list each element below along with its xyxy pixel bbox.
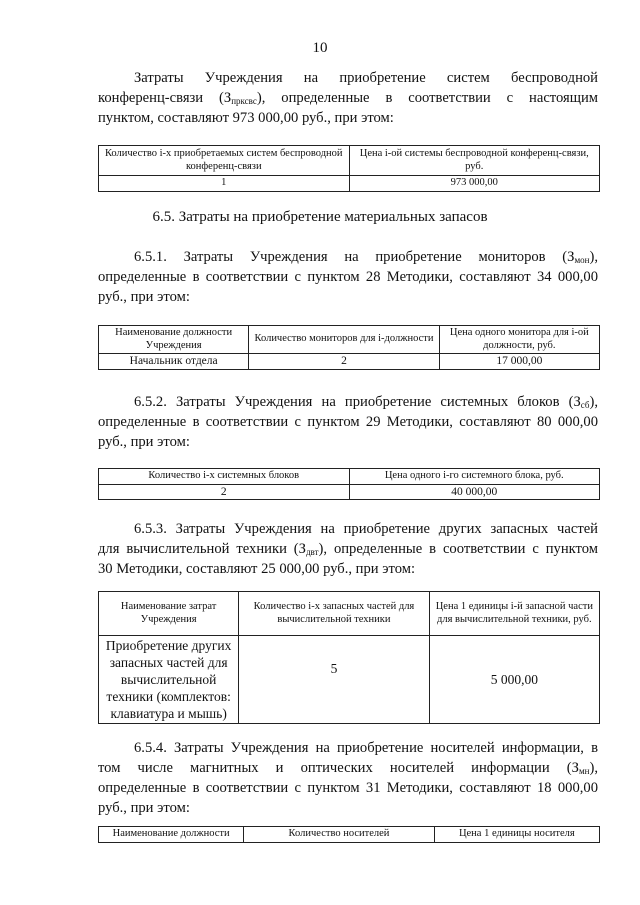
p653-line-2: для вычислительной техники $(З_{двт})$, определенные в соответствии с пунктом — [98, 541, 598, 557]
table5-header-count: Количество носителей — [244, 827, 434, 843]
table-media — [98, 826, 600, 843]
table4-cell-count: 5 — [239, 636, 429, 724]
paragraph-6-5-4 — [98, 738, 598, 818]
table1-cell-count: 1 — [99, 176, 350, 192]
table-monitors — [98, 325, 600, 370]
table2-cell-position: Начальник отдела — [99, 354, 249, 370]
intro-line-1: Затраты Учреждения на приобретение систем беспроводной — [134, 70, 598, 86]
p654-line-2: том числе магнитных и оптических носителей информации $(З_{мн})$, — [98, 760, 598, 776]
p652-line-2: определенные в соответствии с пунктом 29 Методики, составляют 80 000,00 — [98, 414, 598, 430]
table-spare-parts — [98, 591, 600, 724]
intro-paragraph — [98, 68, 598, 128]
p654-line-3: определенные в соответствии с пунктом 31 Методики, составляют 18 000,00 — [98, 780, 598, 796]
intro-line-2: конференц-связи $(З_{прксвс})$, определенные в соответствии с настоящим — [98, 90, 598, 106]
table5-header-price: Цена 1 единицы носителя — [434, 827, 599, 843]
table1-cell-price: 973 000,00 — [349, 176, 600, 192]
table5-header-position: Наименование должности — [99, 827, 244, 843]
table4-header-price: Цена 1 единицы i-й запасной части для вычислительной техники, руб. — [429, 592, 599, 636]
table4-header-count: Количество i-х запасных частей для вычислительной техники — [239, 592, 429, 636]
paragraph-6-5-3 — [98, 519, 598, 579]
p654-line-1: 6.5.4. Затраты Учреждения на приобретение носителей информации, в — [134, 740, 598, 756]
table4-cell-price: 5 000,00 — [429, 636, 599, 724]
section-heading: 6.5. Затраты на приобретение материальных запасов — [152, 209, 488, 225]
p653-line-3: 30 Методики, составляют 25 000,00 руб., при этом: — [98, 561, 416, 577]
table2-cell-count: 2 — [249, 354, 439, 370]
p651-line-1: 6.5.1. Затраты Учреждения на приобретение мониторов $(З_{мон})$, — [134, 249, 598, 265]
table2-header-count: Количество мониторов для i-должности — [249, 326, 439, 354]
table2-header-price: Цена одного монитора для i-ой должности, руб. — [439, 326, 599, 354]
table3-cell-price: 40 000,00 — [349, 484, 600, 500]
paragraph-6-5-1 — [98, 247, 598, 307]
table-conference-systems — [98, 145, 600, 192]
table1-header-count: Количество i-х приобретаемых систем беспроводной конференц-связи — [99, 146, 350, 176]
p651-line-2: определенные в соответствии с пунктом 28 Методики, составляют 34 000,00 — [98, 269, 598, 285]
table1-header-price: Цена i-ой системы беспроводной конференц-связи, руб. — [349, 146, 600, 176]
p654-line-4: руб., при этом: — [98, 800, 190, 816]
table-system-units — [98, 468, 600, 500]
p651-line-3: руб., при этом: — [98, 289, 190, 305]
table3-cell-count: 2 — [99, 484, 350, 500]
table3-header-price: Цена одного i-го системного блока, руб. — [349, 469, 600, 485]
table2-header-position: Наименование должности Учреждения — [99, 326, 249, 354]
intro-line-3: пунктом, составляют 973 000,00 руб., при этом: — [98, 110, 394, 126]
p652-line-3: руб., при этом: — [98, 434, 190, 450]
paragraph-6-5-2 — [98, 392, 598, 452]
p652-line-1: 6.5.2. Затраты Учреждения на приобретение системных блоков $(З_{сб})$, — [134, 394, 598, 410]
table3-header-count: Количество i-х системных блоков — [99, 469, 350, 485]
table2-cell-price: 17 000,00 — [439, 354, 599, 370]
table4-header-name: Наименование затрат Учреждения — [99, 592, 239, 636]
p653-line-1: 6.5.3. Затраты Учреждения на приобретение других запасных частей — [134, 521, 598, 537]
table4-cell-name: Приобретение других запасных частей для вычислительной техники (комплектов: клавиатура и мышь) — [99, 636, 239, 724]
page-number: 10 — [312, 40, 328, 56]
